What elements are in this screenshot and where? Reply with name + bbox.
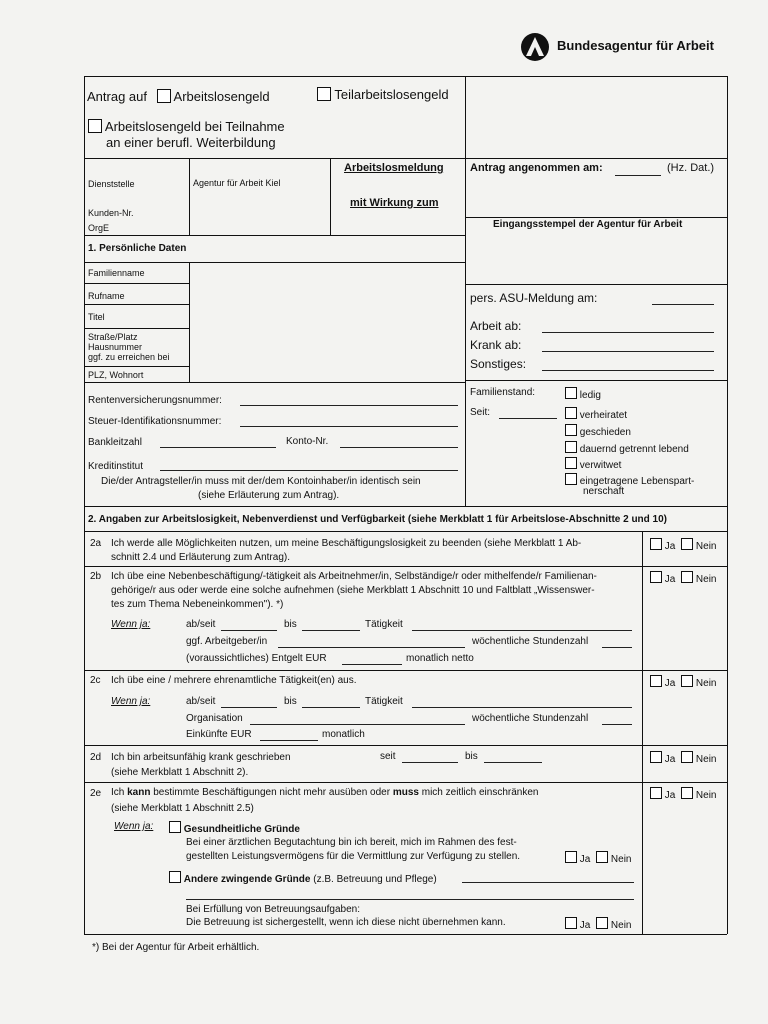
ba-logo-icon	[520, 32, 550, 62]
betreuung-text: Bei Erfüllung von Betreuungsaufgaben:	[186, 904, 361, 915]
plz-wohnort-label: PLZ, Wohnort	[88, 370, 144, 380]
arbeitslosengeld-label: Arbeitslosengeld	[173, 89, 270, 104]
ja-label: Ja	[664, 790, 676, 801]
sonstiges-label: Sonstiges:	[470, 357, 527, 371]
getrennt-label: dauernd getrennt lebend	[579, 444, 689, 455]
q2e-num: 2e	[90, 788, 102, 799]
weiterbildung-checkbox[interactable]	[88, 119, 102, 133]
asu-meldung-label: pers. ASU-Meldung am:	[470, 291, 598, 305]
steuer-id-label: Steuer-Identifikationsnummer:	[88, 416, 222, 427]
teilarbeitslosengeld-checkbox[interactable]	[317, 87, 331, 101]
begutachtung-nein-checkbox[interactable]	[596, 851, 608, 863]
q2e-text-2: (siehe Merkblatt 1 Abschnitt 2.5)	[111, 803, 254, 814]
q2c-monatlich-label: monatlich	[322, 729, 365, 740]
arbeitslosengeld-checkbox[interactable]	[157, 89, 171, 103]
q2c-ja-checkbox[interactable]	[650, 675, 662, 687]
q2e-wenn-ja: Wenn ja:	[114, 821, 154, 832]
q2b-nein-checkbox[interactable]	[681, 571, 693, 583]
orge-label: OrgE	[88, 223, 110, 233]
begutachtung-text: Bei einer ärztlichen Begutachtung bin ich bereit, mich im Rahmen des fest-	[186, 837, 517, 848]
q2e-nein-checkbox[interactable]	[681, 787, 693, 799]
erreichen-label: ggf. zu erreichen bei	[88, 352, 170, 362]
betreuung-ja-checkbox[interactable]	[565, 917, 577, 929]
q2b-arbeitgeber-label: ggf. Arbeitgeber/in	[186, 636, 268, 647]
q2b-text-3: tes zum Thema Nebeneinkommen"). *)	[111, 599, 284, 610]
q2b-text: Ich übe eine Nebenbeschäftigung/-tätigkeit als Arbeitnehmer/in, Selbständige/r oder mithelfende/r Familienan-	[111, 571, 597, 582]
strasse-label: Straße/Platz	[88, 332, 138, 342]
q2b-num: 2b	[90, 571, 102, 582]
getrennt-checkbox[interactable]	[565, 441, 577, 453]
nein-label: Nein	[610, 854, 632, 865]
q2c-einkuenfte-label: Einkünfte EUR	[186, 729, 252, 740]
lebenspartnerschaft-label-2: nerschaft	[583, 486, 625, 497]
lebenspartnerschaft-label: eingetragene Lebenspart-	[579, 476, 695, 487]
eingangsstempel-label: Eingangsstempel der Agentur für Arbeit	[493, 219, 683, 230]
arbeit-ab-label: Arbeit ab:	[470, 319, 522, 333]
q2c-wenn-ja: Wenn ja:	[111, 696, 151, 707]
q2d-bis-label: bis	[465, 751, 478, 762]
verwitwet-label: verwitwet	[579, 460, 622, 471]
brand-name: Bundesagentur für Arbeit	[557, 38, 714, 53]
ledig-checkbox[interactable]	[565, 387, 577, 399]
kontoinhaber-note-2: (siehe Erläuterung zum Antrag).	[198, 490, 340, 501]
nein-label: Nein	[695, 678, 717, 689]
kontoinhaber-note: Die/der Antragsteller/in muss mit der/dem Kontoinhaber/in identisch sein	[101, 476, 421, 487]
geschieden-checkbox[interactable]	[565, 424, 577, 436]
antrag-angenommen-label: Antrag angenommen am:	[470, 162, 603, 174]
hausnummer-label: Hausnummer	[88, 342, 143, 352]
nein-label: Nein	[695, 574, 717, 585]
q2b-text-2: gehörige/r aus oder werde eine solche aufnehmen (siehe Merkblatt 1 Abschnitt 10 und Faltblatt „Wissenswer-	[111, 585, 595, 596]
ja-label: Ja	[664, 541, 676, 552]
q2d-seit-label: seit	[380, 751, 396, 762]
verheiratet-checkbox[interactable]	[565, 407, 577, 419]
q2b-entgelt-label: (voraussichtliches) Entgelt EUR	[186, 653, 327, 664]
lebenspartnerschaft-checkbox[interactable]	[565, 473, 577, 485]
q2a-num: 2a	[90, 538, 102, 549]
andere-gruende-label: Andere zwingende Gründe	[183, 874, 311, 885]
nein-label: Nein	[695, 541, 717, 552]
q2b-stunden-label: wöchentliche Stundenzahl	[472, 636, 589, 647]
begutachtung-ja-checkbox[interactable]	[565, 851, 577, 863]
hz-dat-label: (Hz. Dat.)	[667, 162, 715, 174]
ledig-label: ledig	[579, 390, 601, 401]
footnote: *) Bei der Agentur für Arbeit erhältlich.	[92, 942, 260, 953]
q2e-text: Ich kann bestimmte Beschäftigungen nicht mehr ausüben oder muss mich zeitlich einschränken	[111, 787, 539, 798]
titel-label: Titel	[88, 312, 105, 322]
nein-label: Nein	[610, 920, 632, 931]
section2-title: 2. Angaben zur Arbeitslosigkeit, Nebenverdienst und Verfügbarkeit (siehe Merkblatt 1 für Arbeitslose-Abschnitte 2 und 10)	[88, 514, 668, 525]
q2b-netto-label: monatlich netto	[406, 653, 474, 664]
gesundheitliche-gruende-label: Gesundheitliche Gründe	[183, 824, 300, 835]
q2d-nein-checkbox[interactable]	[681, 751, 693, 763]
q2b-bis-label: bis	[284, 619, 297, 630]
q2c-abseit-label: ab/seit	[186, 696, 216, 707]
krank-ab-label: Krank ab:	[470, 338, 522, 352]
q2c-stunden-label: wöchentliche Stundenzahl	[472, 713, 589, 724]
q2c-taetigkeit-label: Tätigkeit	[365, 696, 403, 707]
teilarbeitslosengeld-label: Teilarbeitslosengeld	[334, 87, 449, 102]
gesundheitliche-gruende-checkbox[interactable]	[169, 821, 181, 833]
q2e-ja-checkbox[interactable]	[650, 787, 662, 799]
arbeitslosmeldung-title: Arbeitslosmeldung	[344, 162, 444, 174]
betreuung-nein-checkbox[interactable]	[596, 917, 608, 929]
q2c-num: 2c	[90, 675, 101, 686]
begutachtung-text-2: gestellten Leistungsvermögens für die Vermittlung zur Verfügung zu stellen.	[186, 851, 521, 862]
q2c-text: Ich übe eine / mehrere ehrenamtliche Tätigkeit(en) aus.	[111, 675, 357, 686]
ja-label: Ja	[664, 678, 676, 689]
q2a-text: Ich werde alle Möglichkeiten nutzen, um meine Beschäftigungslosigkeit zu beenden (siehe Merkblatt 1 Ab-	[111, 538, 582, 549]
q2a-ja-checkbox[interactable]	[650, 538, 662, 550]
agentur-value: Agentur für Arbeit Kiel	[193, 178, 281, 188]
q2d-num: 2d	[90, 752, 102, 763]
q2b-abseit-label: ab/seit	[186, 619, 216, 630]
geschieden-label: geschieden	[579, 427, 631, 438]
verheiratet-label: verheiratet	[579, 410, 628, 421]
ja-label: Ja	[579, 854, 591, 865]
q2c-bis-label: bis	[284, 696, 297, 707]
kunden-nr-label: Kunden-Nr.	[88, 208, 134, 218]
andere-gruende-hint: (z.B. Betreuung und Pflege)	[310, 874, 437, 885]
kreditinstitut-label: Kreditinstitut	[88, 461, 144, 472]
familienname-label: Familienname	[88, 268, 145, 278]
nein-label: Nein	[695, 754, 717, 765]
andere-gruende-checkbox[interactable]	[169, 871, 181, 883]
dienststelle-label: Dienststelle	[88, 179, 135, 189]
q2b-ja-checkbox[interactable]	[650, 571, 662, 583]
q2c-organisation-label: Organisation	[186, 713, 243, 724]
q2a-nein-checkbox[interactable]	[681, 538, 693, 550]
section1-title: 1. Persönliche Daten	[88, 243, 187, 254]
q2a-text-2: schnitt 2.4 und Erläuterung zum Antrag).	[111, 552, 290, 563]
ja-label: Ja	[579, 920, 591, 931]
weiterbildung-label-2: an einer berufl. Weiterbildung	[106, 135, 276, 150]
q2b-taetigkeit-label: Tätigkeit	[365, 619, 403, 630]
weiterbildung-label: Arbeitslosengeld bei Teilnahme	[104, 119, 285, 134]
q2d-text-2: (siehe Merkblatt 1 Abschnitt 2).	[111, 767, 249, 778]
rentenversicherung-label: Rentenversicherungsnummer:	[88, 395, 222, 406]
verwitwet-checkbox[interactable]	[565, 457, 577, 469]
familienstand-label: Familienstand:	[470, 387, 536, 398]
rufname-label: Rufname	[88, 291, 125, 301]
ja-label: Ja	[664, 754, 676, 765]
nein-label: Nein	[695, 790, 717, 801]
q2d-ja-checkbox[interactable]	[650, 751, 662, 763]
konto-nr-label: Konto-Nr.	[286, 436, 329, 447]
ja-label: Ja	[664, 574, 676, 585]
bankleitzahl-label: Bankleitzahl	[88, 437, 142, 448]
antrag-auf-label: Antrag auf Arbeitslosengeld	[87, 89, 270, 104]
mit-wirkung-label: mit Wirkung zum	[350, 197, 439, 209]
betreuung-text-2: Die Betreuung ist sichergestellt, wenn ich diese nicht übernehmen kann.	[186, 917, 506, 928]
q2b-wenn-ja: Wenn ja:	[111, 619, 151, 630]
seit-label: Seit:	[470, 407, 491, 418]
q2c-nein-checkbox[interactable]	[681, 675, 693, 687]
q2d-text: Ich bin arbeitsunfähig krank geschrieben	[111, 752, 291, 763]
